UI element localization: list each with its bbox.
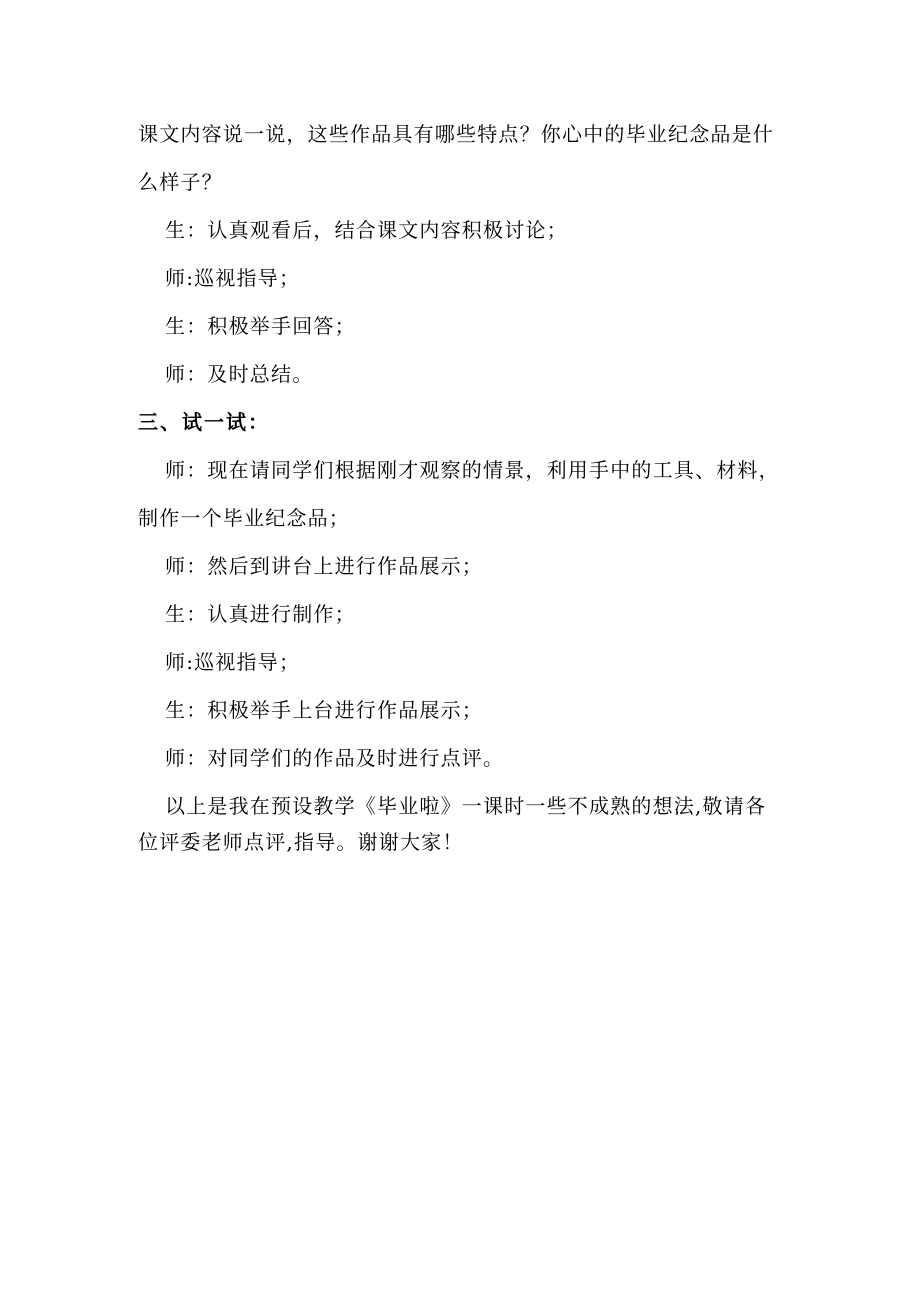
instruction-line-2: 制作一个毕业纪念品； <box>138 506 350 530</box>
dialogue-line: 生：积极举手上台进行作品展示； <box>165 698 483 722</box>
dialogue-line: 生：认真进行制作； <box>165 602 356 626</box>
dialogue-line: 师：对同学们的作品及时进行点评。 <box>165 746 505 770</box>
dialogue-line: 师：及时总结。 <box>165 362 314 386</box>
dialogue-line: 生：认真观看后，结合课文内容积极讨论； <box>165 218 568 242</box>
closing-line-2: 位评委老师点评,指导。谢谢大家！ <box>138 830 464 854</box>
dialogue-line: 师:巡视指导； <box>165 266 301 290</box>
closing-line-1: 以上是我在预设教学《毕业啦》一课时一些不成熟的想法,敬请各 <box>165 794 767 818</box>
dialogue-line: 师：然后到讲台上进行作品展示； <box>165 554 483 578</box>
instruction-line-1: 师：现在请同学们根据刚才观察的情景，利用手中的工具、材料， <box>165 458 780 482</box>
paragraph-line-1: 课文内容说一说，这些作品具有哪些特点？你心中的毕业纪念品是什 <box>138 122 774 146</box>
dialogue-line: 生：积极举手回答； <box>165 314 356 338</box>
paragraph-line-2: 么样子？ <box>138 170 223 194</box>
section-heading: 三、试一试： <box>138 410 270 434</box>
dialogue-line: 师:巡视指导； <box>165 650 301 674</box>
